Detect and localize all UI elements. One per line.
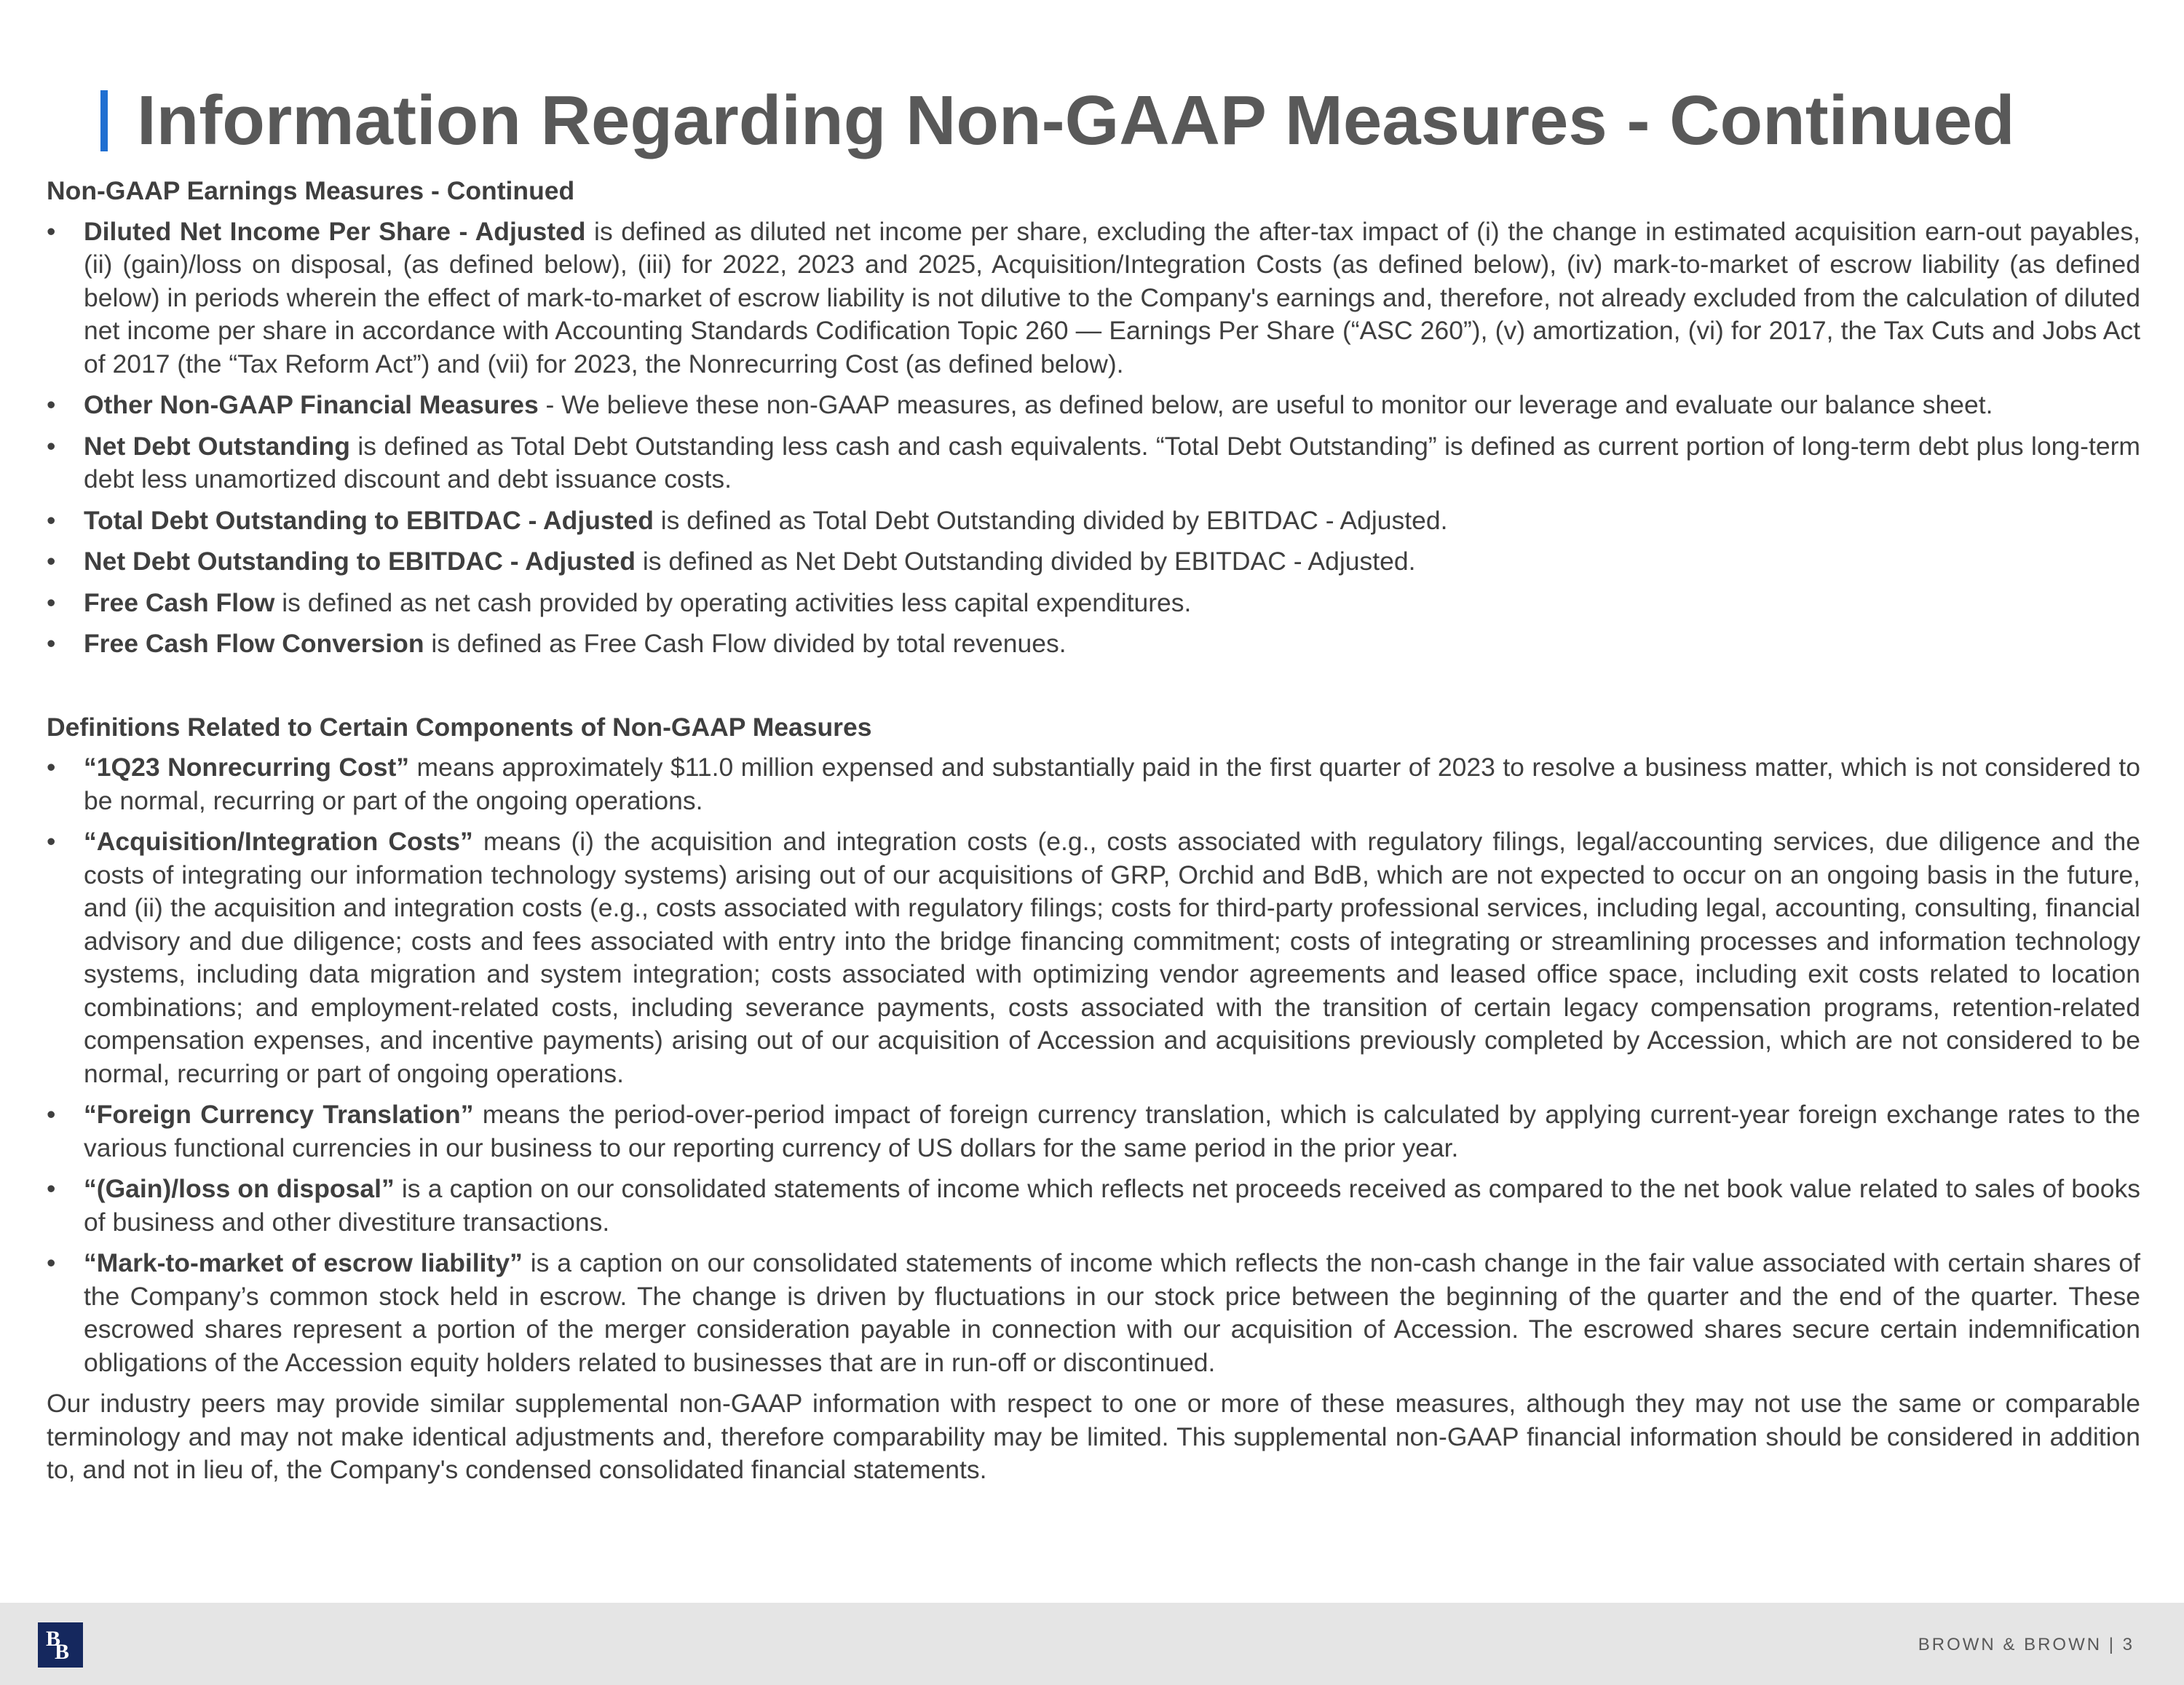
item-text: is defined as Net Debt Outstanding divided by EBITDAC - Adjusted. xyxy=(635,547,1416,576)
item-term: Net Debt Outstanding xyxy=(84,431,350,461)
brown-and-brown-logo-icon xyxy=(38,1622,83,1668)
item-text: means (i) the acquisition and integration costs (e.g., costs associated with regulatory filings, legal/accounting services, due diligence and the costs of integrating our information technology systems) arising out of our acquisitions of GRP, Orchid and BdB, which are not expected to occur on an ongoing basis in the future, and (ii) the acquisition and integration costs (e.g., costs associated with regulatory filings; costs for third-party professional services, including legal, accounting, consulting, financial advisory and due diligence; costs and fees associated with entry into the bridge financing commitment; costs of integrating or streamlining processes and information technology systems, including data migration and system integration; costs associated with optimizing vendor agreements and leased office space, including exit costs related to location combinations; and employment-related costs, including severance payments, costs associated with the transition of certain legacy compensation programs, retention-related compensation expenses, and incentive payments) arising out of our acquisition of Accession and acquisitions previously completed by Accession, which are not considered to be normal, recurring or part of ongoing operations. xyxy=(84,827,2140,1088)
closing-paragraph: Our industry peers may provide similar supplemental non-GAAP information with respect to one or more of these measures, although they may not use the same or comparable terminology and may not make identical adjustments and, therefore comparability may be limited. This supplemental non-GAAP financial information should be considered in addition to, and not in lieu of, the Company's condensed consolidated financial statements. xyxy=(47,1389,2140,1484)
item-text: is defined as Total Debt Outstanding less cash and cash equivalents. “Total Debt Outstanding” is defined as current portion of long-term debt plus long-term debt less unamortized discount and debt issuance costs. xyxy=(84,431,2140,493)
logo-letter: B xyxy=(55,1640,70,1664)
item-term: Free Cash Flow Conversion xyxy=(84,629,424,658)
item-text: - We believe these non-GAAP measures, as defined below, are useful to monitor our leverage and evaluate our balance sheet. xyxy=(538,390,1993,419)
item-text: is defined as Total Debt Outstanding divided by EBITDAC - Adjusted. xyxy=(653,505,1448,535)
page-number: 3 xyxy=(2122,1635,2134,1654)
list-item xyxy=(47,430,2140,496)
item-term: “1Q23 Nonrecurring Cost” xyxy=(84,753,410,782)
item-text: is defined as diluted net income per share, excluding the after-tax impact of (i) the change in estimated acquisition earn-out payables, (ii) (gain)/loss on disposal, (as defined below), (iii) for 2022, 2023 and 2025, Acquisition/Integration Costs (as defined below), (iv) mark-to-market of escrow liability (as defined below) in periods wherein the effect of mark-to-market of escrow liability is not dilutive to the Company's earnings and, therefore, not already excluded from the calculation of diluted net income per share in accordance with Accounting Standards Codification Topic 260 — Earnings Per Share (“ASC 260”), (v) amortization, (vi) for 2017, the Tax Cuts and Jobs Act of 2017 (the “Tax Reform Act”) and (vii) for 2023, the Nonrecurring Cost (as defined below). xyxy=(84,216,2140,378)
list-item xyxy=(47,215,2140,381)
item-term: “(Gain)/loss on disposal” xyxy=(84,1174,395,1203)
item-term: “Mark-to-market of escrow liability” xyxy=(84,1248,523,1277)
footer-text xyxy=(1918,1635,2134,1655)
page-title: Information Regarding Non-GAAP Measures - Continued xyxy=(137,82,2015,159)
item-text: means the period-over-period impact of foreign currency translation, which is calculated by applying current-year foreign exchange rates to the various functional currencies in our business to our reporting currency of US dollars for the same period in the prior year. xyxy=(84,1100,2140,1162)
list-item xyxy=(47,627,2140,661)
item-text: is defined as net cash provided by operating activities less capital expenditures. xyxy=(274,587,1192,617)
title-block xyxy=(100,82,2015,159)
item-term: Other Non-GAAP Financial Measures xyxy=(84,390,539,419)
footer xyxy=(0,1603,2184,1685)
item-term: “Acquisition/Integration Costs” xyxy=(84,827,473,856)
earnings-measures-list xyxy=(47,215,2140,661)
item-text: is a caption on our consolidated statements of income which reflects the non-cash change in the fair value associated with certain shares of the Company’s common stock held in escrow. The change is driven by fluctuations in our stock price between the beginning of the quarter and the end of the quarter. These escrowed shares represent a portion of the merger consideration payable in connection with our acquisition of Accession. The escrowed shares secure certain indemnification obligations of the Accession equity holders related to businesses that are in run-off or discontinued. xyxy=(84,1248,2140,1377)
list-item xyxy=(47,389,2140,422)
definitions-list xyxy=(47,751,2140,1379)
logo-letter: B xyxy=(46,1627,61,1651)
item-text: is a caption on our consolidated statements of income which reflects net proceeds received as compared to the net book value related to sales of books of business and other divestiture transactions. xyxy=(84,1174,2140,1237)
section-heading-earnings: Non-GAAP Earnings Measures - Continued xyxy=(47,176,575,205)
title-accent-bar xyxy=(100,90,108,151)
item-text: means approximately $11.0 million expensed and substantially paid in the first quarter of 2023 to resolve a business matter, which is not considered to be normal, recurring or part of the ongoing operations. xyxy=(84,753,2140,815)
main-content xyxy=(47,175,2140,1487)
item-text: is defined as Free Cash Flow divided by total revenues. xyxy=(424,629,1067,658)
list-item xyxy=(47,1247,2140,1379)
list-item xyxy=(47,825,2140,1090)
item-term: Diluted Net Income Per Share - Adjusted xyxy=(84,216,586,246)
list-item xyxy=(47,504,2140,538)
list-item xyxy=(47,545,2140,579)
section-heading-definitions: Definitions Related to Certain Components of Non-GAAP Measures xyxy=(47,712,872,742)
list-item xyxy=(47,587,2140,620)
company-name: BROWN & BROWN xyxy=(1918,1635,2102,1654)
item-term: “Foreign Currency Translation” xyxy=(84,1100,474,1129)
list-item xyxy=(47,1098,2140,1165)
section-spacer xyxy=(47,669,2140,711)
item-term: Total Debt Outstanding to EBITDAC - Adjusted xyxy=(84,505,654,535)
item-term: Free Cash Flow xyxy=(84,587,275,617)
list-item xyxy=(47,751,2140,817)
footer-separator: | xyxy=(2108,1635,2116,1654)
item-term: Net Debt Outstanding to EBITDAC - Adjusted xyxy=(84,547,636,576)
list-item xyxy=(47,1173,2140,1239)
